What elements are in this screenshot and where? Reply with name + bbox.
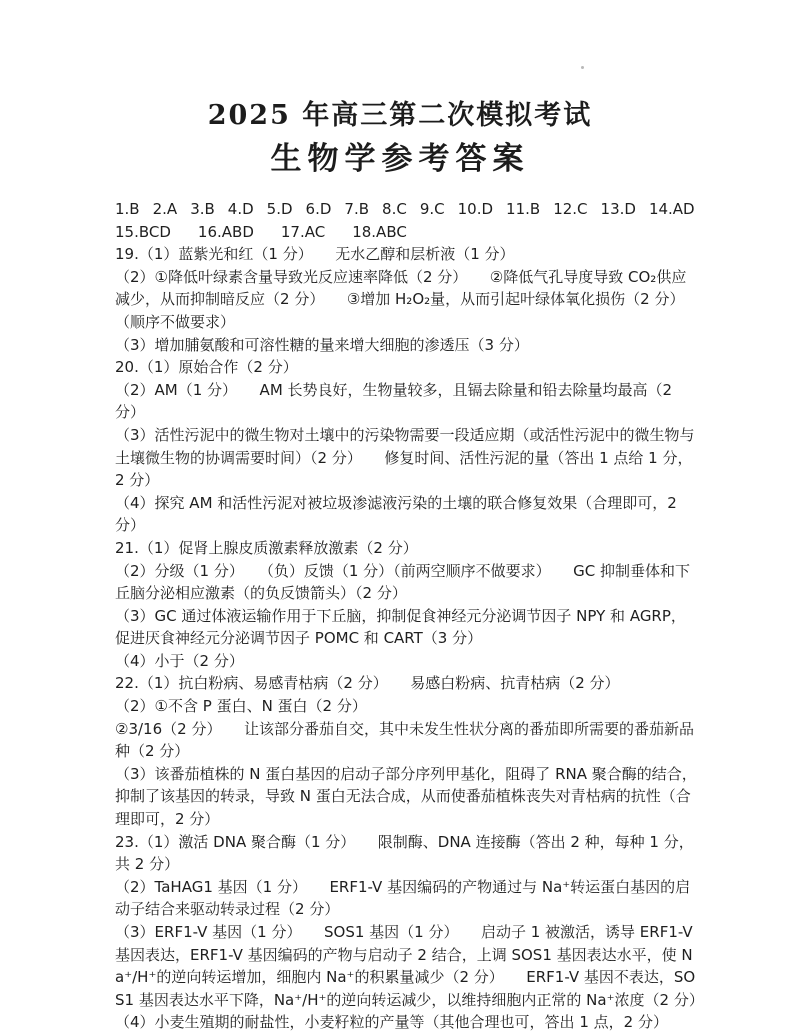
answer-line: 19.（1）蓝紫光和红（1 分） 无水乙醇和层析液（1 分） bbox=[115, 245, 515, 264]
scan-artifact-dot bbox=[581, 66, 584, 69]
choice-answer: 9.C bbox=[419, 200, 445, 218]
choice-answers-row-2 bbox=[115, 221, 697, 244]
choice-answer: 5.D bbox=[266, 200, 293, 218]
exam-title: 2025 年高三第二次模拟考试 bbox=[207, 100, 593, 131]
choice-answer: 13.D bbox=[600, 200, 636, 218]
choice-answer: 15.BCD bbox=[115, 222, 171, 241]
choice-answer: 12.C bbox=[553, 200, 588, 218]
choice-answer: 17.AC bbox=[280, 222, 326, 241]
free-response-answers bbox=[115, 243, 704, 1034]
choice-answer: 14.AD bbox=[648, 200, 695, 218]
answer-line: （2）①降低叶绿素含量导致光反应速率降低（2 分） ②降低气孔导度导致 CO₂供应减少，从而抑制暗反应（2 分） ③增加 H₂O₂量，从而引起叶绿体氧化损伤（2 分）（顺序不做要求） bbox=[115, 267, 687, 331]
choice-answer: 10.D bbox=[457, 200, 494, 218]
answer-line: （2）TaHAG1 基因（1 分） ERF1-V 基因编码的产物通过与 Na⁺转运蛋白基因的启动子结合来驱动转录过程（2 分） bbox=[115, 877, 691, 919]
subject-answer-title: 生物学参考答案 bbox=[270, 141, 530, 177]
answer-line: 22.（1）抗白粉病、易感青枯病（2 分） 易感白粉病、抗青枯病（2 分） bbox=[115, 674, 620, 693]
document-header bbox=[0, 0, 800, 182]
choice-answer: 2.A bbox=[152, 200, 178, 218]
answer-line: （4）探究 AM 和活性污泥对被垃圾渗滤液污染的土壤的联合修复效果（合理即可，2 分） bbox=[115, 493, 677, 535]
choice-answers-row-1 bbox=[115, 198, 697, 221]
answer-line: （3）增加脯氨酸和可溶性糖的量来增大细胞的渗透压（3 分） bbox=[115, 335, 529, 354]
answer-line: （2）分级（1 分） （负）反馈（1 分）（前两空顺序不做要求） GC 抑制垂体和下丘脑分泌相应激素（的负反馈箭头）（2 分） bbox=[115, 561, 691, 603]
answer-line: 23.（1）激活 DNA 聚合酶（1 分） 限制酶、DNA 连接酶（答出 2 种，每种 1 分，共 2 分） bbox=[115, 832, 694, 874]
answer-line: （3）GC 通过体液运输作用于下丘脑，抑制促食神经元分泌调节因子 NPY 和 AGRP，促进厌食神经元分泌调节因子 POMC 和 CART（3 分） bbox=[115, 606, 686, 648]
answer-line: （4）小于（2 分） bbox=[115, 651, 244, 670]
answer-line: （3）该番茄植株的 N 蛋白基因的启动子部分序列甲基化，阻碍了 RNA 聚合酶的结合，抑制了该基因的转录，导致 N 蛋白无法合成，从而使番茄植株丧失对青枯病的抗性（合理即可，2 分） bbox=[115, 764, 697, 829]
choice-answer: 6.D bbox=[305, 200, 332, 218]
choice-answer: 11.B bbox=[506, 200, 541, 218]
choice-answer: 16.ABD bbox=[197, 222, 254, 241]
answer-line: （2）AM（1 分） AM 长势良好，生物量较多，且镉去除量和铅去除量均最高（2 分） bbox=[115, 380, 673, 422]
choice-answer: 1.B bbox=[115, 200, 140, 218]
answer-line: 20.（1）原始合作（2 分） bbox=[115, 358, 298, 377]
answer-line: （4）小麦生殖期的耐盐性，小麦籽粒的产量等（其他合理也可，答出 1 点，2 分） bbox=[115, 1013, 668, 1032]
answer-line: （3）活性污泥中的微生物对土壤中的污染物需要一段适应期（或活性污泥中的微生物与土壤微生物的协调需要时间）（2 分） 修复时间、活性污泥的量（答出 1 点给 1 分，2 分） bbox=[115, 425, 695, 490]
answer-line: 21.（1）促肾上腺皮质激素释放激素（2 分） bbox=[115, 538, 418, 557]
answers-body bbox=[115, 198, 704, 1034]
choice-answer: 8.C bbox=[382, 200, 407, 218]
choice-answer: 3.B bbox=[190, 200, 215, 218]
choice-answer: 7.B bbox=[344, 200, 370, 218]
answer-line: ②3/16（2 分） 让该部分番茄自交，其中未发生性状分离的番茄即所需要的番茄新品种（2 分） bbox=[115, 719, 694, 761]
answer-line: （3）ERF1-V 基因（1 分） SOS1 基因（1 分） 启动子 1 被激活，诱导 ERF1-V 基因表达，ERF1-V 基因编码的产物与启动子 2 结合，上调 SOS1 基因表达水平，使 Na⁺/H⁺的逆向转运增加，细胞内 Na⁺的积累量减少（2 分） ERF1-V 基因不表达，SOS1 基因表达水平下降，Na⁺/H⁺的逆向转运减少，以维持细胞内正常的 Na⁺浓度（2 分） bbox=[115, 923, 704, 1009]
answer-line: （2）①不含 P 蛋白、N 蛋白（2 分） bbox=[115, 697, 367, 716]
choice-answer: 18.ABC bbox=[352, 222, 407, 241]
choice-answer: 4.D bbox=[227, 200, 254, 218]
